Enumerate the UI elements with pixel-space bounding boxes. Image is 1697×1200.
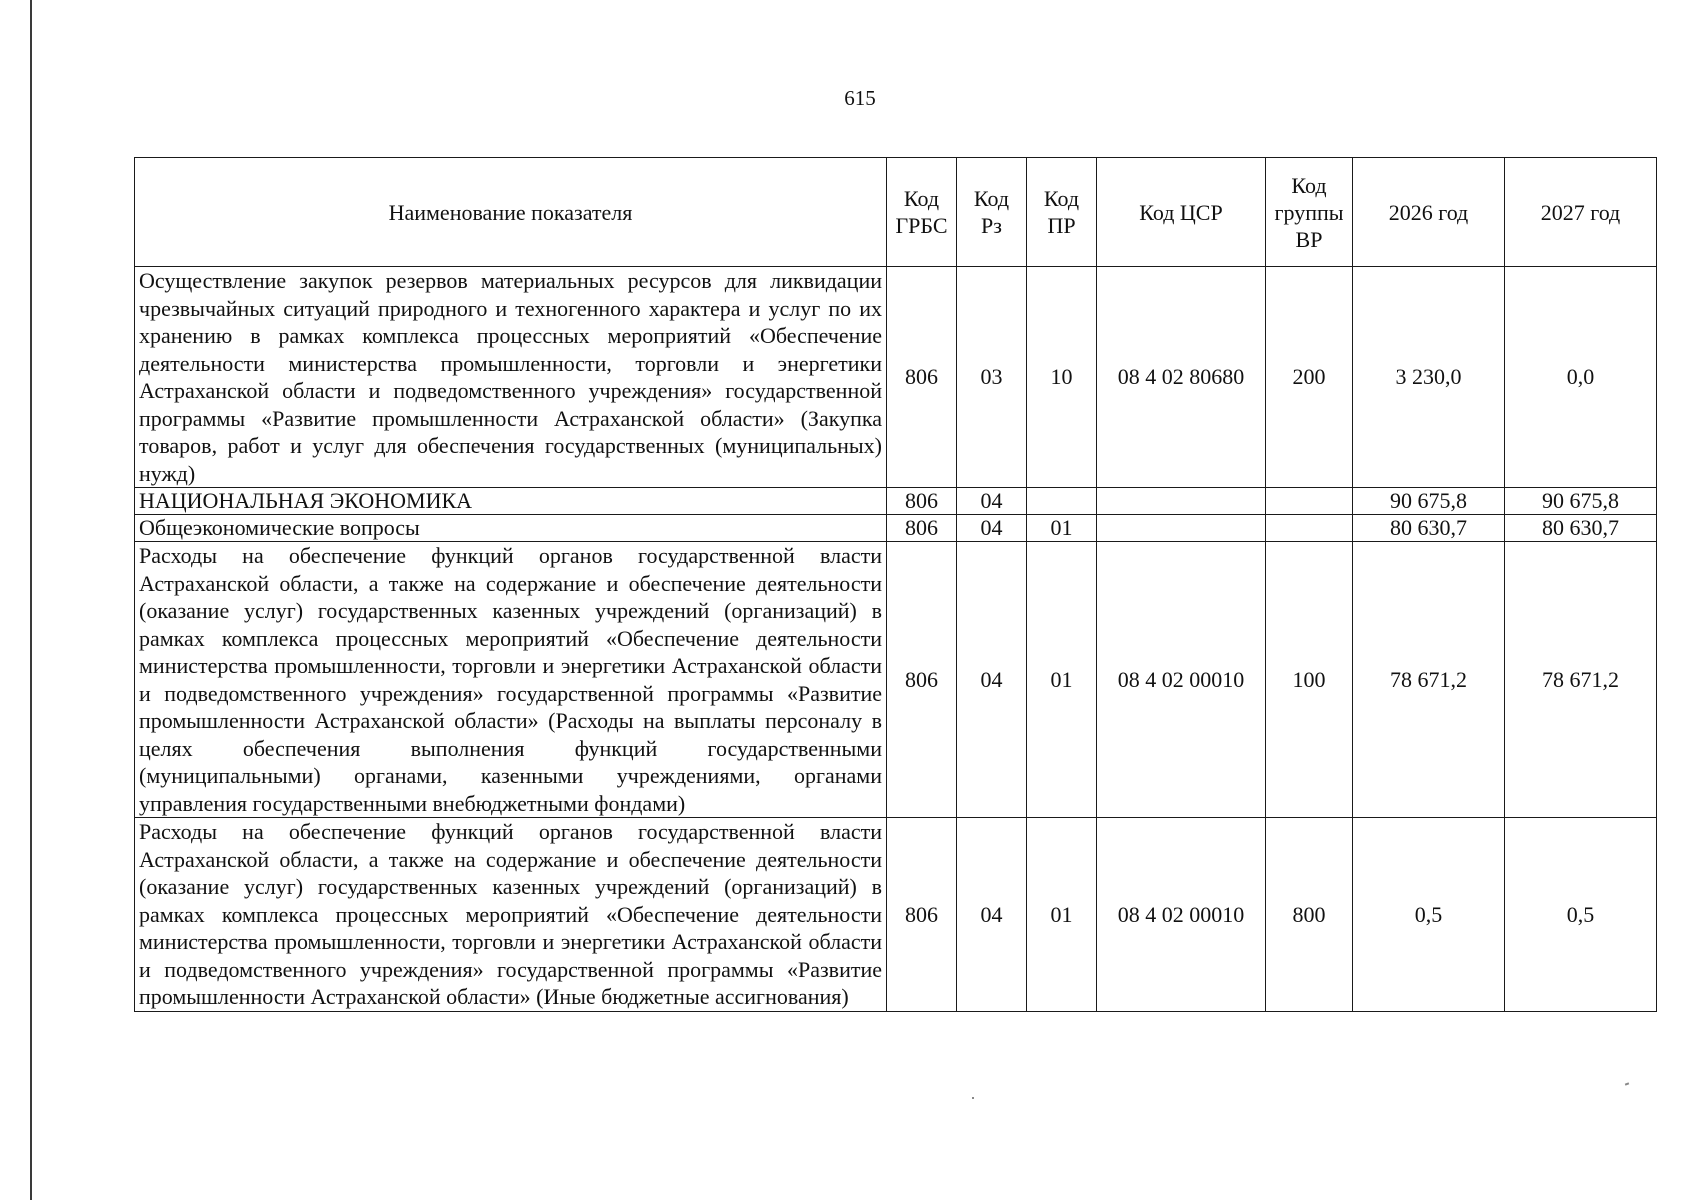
row-2027: 0,0 [1505, 267, 1657, 488]
header-2026: 2026 год [1353, 158, 1505, 267]
row-2026: 3 230,0 [1353, 267, 1505, 488]
header-vr: Код группы ВР [1266, 158, 1353, 267]
table-row [135, 488, 1657, 515]
header-2027: 2027 год [1505, 158, 1657, 267]
row-rz: 04 [957, 818, 1027, 1012]
row-csr [1097, 488, 1266, 515]
row-2027: 80 630,7 [1505, 515, 1657, 542]
row-vr [1266, 488, 1353, 515]
table-row [135, 515, 1657, 542]
row-2027: 0,5 [1505, 818, 1657, 1012]
row-grbs: 806 [887, 488, 957, 515]
row-rz: 03 [957, 267, 1027, 488]
table-row [135, 267, 1657, 488]
budget-table [134, 157, 1657, 1012]
header-csr: Код ЦСР [1097, 158, 1266, 267]
row-vr: 800 [1266, 818, 1353, 1012]
row-pr [1027, 488, 1097, 515]
row-2026: 78 671,2 [1353, 542, 1505, 818]
row-name: Расходы на обеспечение функций органов государственной власти Астраханской области, а также на содержание и обеспечение деятельности (оказание услуг) государственных казенных учреждений (организаций) в рамках комплекса процессных мероприятий «Обеспечение деятельности министерства промышленности, торговли и энергетики Астраханской области и подведомственного учреждения» государственной программы «Развитие промышленности Астраханской области» (Расходы на выплаты персоналу в целях обеспечения выполнения функций государственными (муниципальными) органами, казенными учреждениями, органами управления государственными внебюджетными фондами) [135, 542, 887, 818]
row-pr: 01 [1027, 515, 1097, 542]
row-grbs: 806 [887, 267, 957, 488]
row-csr: 08 4 02 00010 [1097, 542, 1266, 818]
header-name: Наименование показателя [135, 158, 887, 267]
row-name: Осуществление закупок резервов материальных ресурсов для ликвидации чрезвычайных ситуаций природного и техногенного характера и услуг по их хранению в рамках комплекса процессных мероприятий «Обеспечение деятельности министерства промышленности, торговли и энергетики Астраханской области и подведомственного учреждения» государственной программы «Развитие промышленности Астраханской области» (Закупка товаров, работ и услуг для обеспечения государственных (муниципальных) нужд) [135, 267, 887, 488]
scan-speck [972, 1097, 974, 1099]
scan-speck [1625, 1082, 1629, 1085]
header-grbs: Код ГРБС [887, 158, 957, 267]
header-pr: Код ПР [1027, 158, 1097, 267]
row-rz: 04 [957, 542, 1027, 818]
scan-edge-line [30, 0, 32, 1200]
row-grbs: 806 [887, 818, 957, 1012]
row-2027: 90 675,8 [1505, 488, 1657, 515]
row-grbs: 806 [887, 515, 957, 542]
row-rz: 04 [957, 515, 1027, 542]
row-name: Общеэкономические вопросы [135, 515, 887, 542]
row-2026: 0,5 [1353, 818, 1505, 1012]
row-vr: 200 [1266, 267, 1353, 488]
row-2026: 90 675,8 [1353, 488, 1505, 515]
row-vr: 100 [1266, 542, 1353, 818]
table-row [135, 542, 1657, 818]
row-grbs: 806 [887, 542, 957, 818]
row-name: Расходы на обеспечение функций органов государственной власти Астраханской области, а также на содержание и обеспечение деятельности (оказание услуг) государственных казенных учреждений (организаций) в рамках комплекса процессных мероприятий «Обеспечение деятельности министерства промышленности, торговли и энергетики Астраханской области и подведомственного учреждения» государственной программы «Развитие промышленности Астраханской области» (Иные бюджетные ассигнования) [135, 818, 887, 1012]
row-csr [1097, 515, 1266, 542]
row-rz: 04 [957, 488, 1027, 515]
row-csr: 08 4 02 00010 [1097, 818, 1266, 1012]
table-header-row [135, 158, 1657, 267]
row-name: НАЦИОНАЛЬНАЯ ЭКОНОМИКА [135, 488, 887, 515]
header-rz: Код Рз [957, 158, 1027, 267]
row-2026: 80 630,7 [1353, 515, 1505, 542]
page-number: 615 [844, 86, 876, 110]
row-2027: 78 671,2 [1505, 542, 1657, 818]
row-pr: 01 [1027, 542, 1097, 818]
row-pr: 01 [1027, 818, 1097, 1012]
row-pr: 10 [1027, 267, 1097, 488]
table-row [135, 818, 1657, 1012]
row-csr: 08 4 02 80680 [1097, 267, 1266, 488]
row-vr [1266, 515, 1353, 542]
